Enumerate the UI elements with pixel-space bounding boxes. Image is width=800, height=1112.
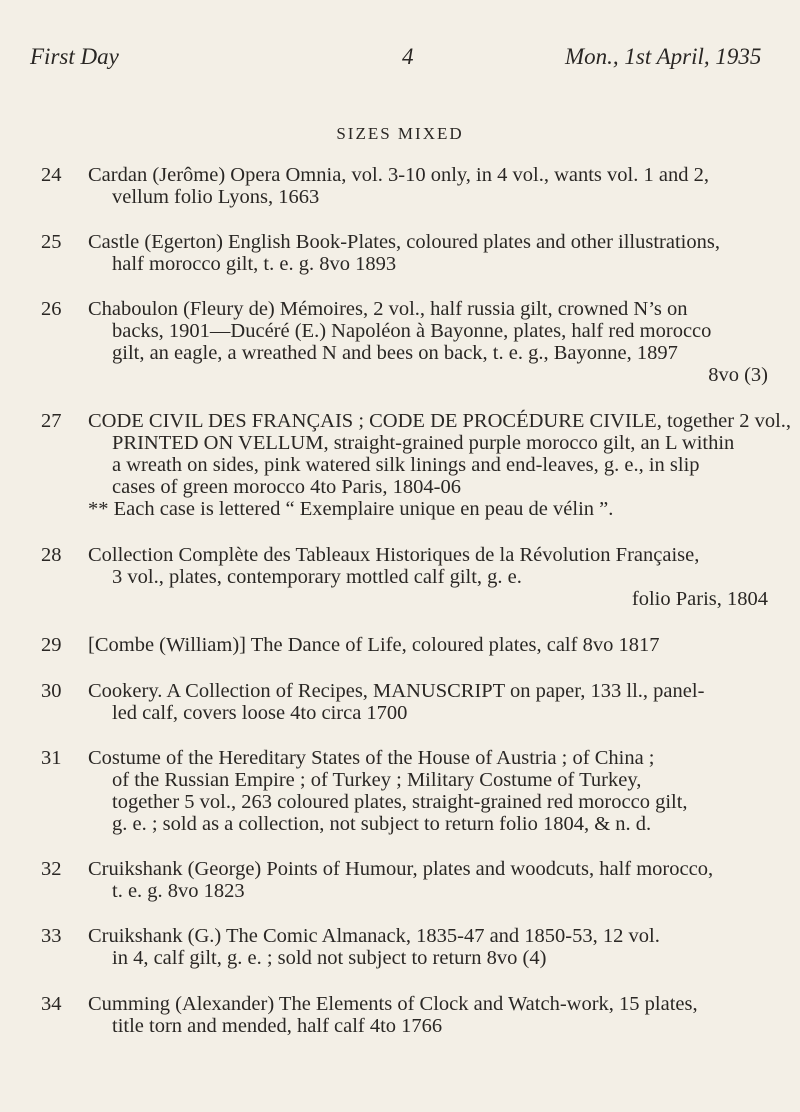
lot-number: 29 [41,634,62,656]
lot-line: gilt, an eagle, a wreathed N and bees on back, t. e. g., Bayonne, 1897 [112,342,678,364]
lot-number: 33 [41,925,62,947]
lot-line: led calf, covers loose 4to circa 1700 [112,702,408,724]
lot-number: 30 [41,680,62,702]
lot-line: Cookery. A Collection of Recipes, MANUSCRIPT on paper, 133 ll., panel- [88,680,705,702]
lot-line: CODE CIVIL DES FRANÇAIS ; CODE DE PROCÉDURE CIVILE, together 2 vol., [88,410,792,432]
header-date: Mon., 1st April, 1935 [565,44,762,69]
page-number: 4 [402,44,414,69]
lot-line: folio Paris, 1804 [631,588,768,610]
lot-line: [Combe (William)] The Dance of Life, coloured plates, calf 8vo 1817 [88,634,660,656]
lot-line: Cumming (Alexander) The Elements of Clock and Watch-work, 15 plates, [88,993,698,1015]
lot-line: backs, 1901—Ducéré (E.) Napoléon à Bayonne, plates, half red morocco [112,320,712,342]
lot-description [88,858,768,902]
lot-description [88,544,768,610]
lot-line: t. e. g. 8vo 1823 [112,880,245,902]
lot-line: Cardan (Jerôme) Opera Omnia, vol. 3-10 only, in 4 vol., wants vol. 1 and 2, [88,164,709,186]
lot-number: 27 [41,410,62,432]
lot-description [88,164,768,208]
lot-line: of the Russian Empire ; of Turkey ; Military Costume of Turkey, [112,769,642,791]
lot-line: 3 vol., plates, contemporary mottled calf gilt, g. e. [112,566,522,588]
lot-description [88,925,768,969]
header-day: First Day [30,44,119,69]
lot-number: 32 [41,858,62,880]
lot-number: 28 [41,544,62,566]
lot-line: Chaboulon (Fleury de) Mémoires, 2 vol., half russia gilt, crowned N’s on [88,298,688,320]
lot-line: Cruikshank (George) Points of Humour, plates and woodcuts, half morocco, [88,858,714,880]
lot-number: 31 [41,747,62,769]
lot-note: ** Each case is lettered “ Exemplaire unique en peau de vélin ”. [88,498,614,520]
section-title: SIZES MIXED [336,124,464,143]
lot-description [88,634,768,656]
lot-description [88,680,768,724]
lot-line: a wreath on sides, pink watered silk linings and end-leaves, g. e., in slip [112,454,700,476]
lot-description [88,747,768,835]
lot-line: title torn and mended, half calf 4to 1766 [112,1015,443,1037]
lot-line: Cruikshank (G.) The Comic Almanack, 1835-47 and 1850-53, 12 vol. [88,925,660,947]
lot-description [88,410,792,520]
lot-line: together 5 vol., 263 coloured plates, straight-grained red morocco gilt, [112,791,688,813]
lot-line: in 4, calf gilt, g. e. ; sold not subject to return 8vo (4) [112,947,547,969]
lot-line: vellum folio Lyons, 1663 [112,186,320,208]
lot-line: Castle (Egerton) English Book-Plates, coloured plates and other illustrations, [88,231,720,253]
lot-description [88,298,768,386]
lot-description [88,231,768,275]
lot-line: Collection Complète des Tableaux Historiques de la Révolution Française, [88,544,700,566]
lot-number: 26 [41,298,62,320]
lot-line: PRINTED ON VELLUM, straight-grained purple morocco gilt, an L within [112,432,735,454]
lot-line: g. e. ; sold as a collection, not subject to return folio 1804, & n. d. [112,813,652,835]
lot-line: half morocco gilt, t. e. g. 8vo 1893 [112,253,397,275]
lot-line: cases of green morocco 4to Paris, 1804-06 [112,476,461,498]
lot-description [88,993,768,1037]
lot-number: 24 [41,164,62,186]
lot-number: 34 [41,993,62,1015]
lot-number: 25 [41,231,62,253]
lot-line: 8vo (3) [708,364,768,386]
page-header [0,44,800,84]
lot-line: Costume of the Hereditary States of the House of Austria ; of China ; [88,747,655,769]
